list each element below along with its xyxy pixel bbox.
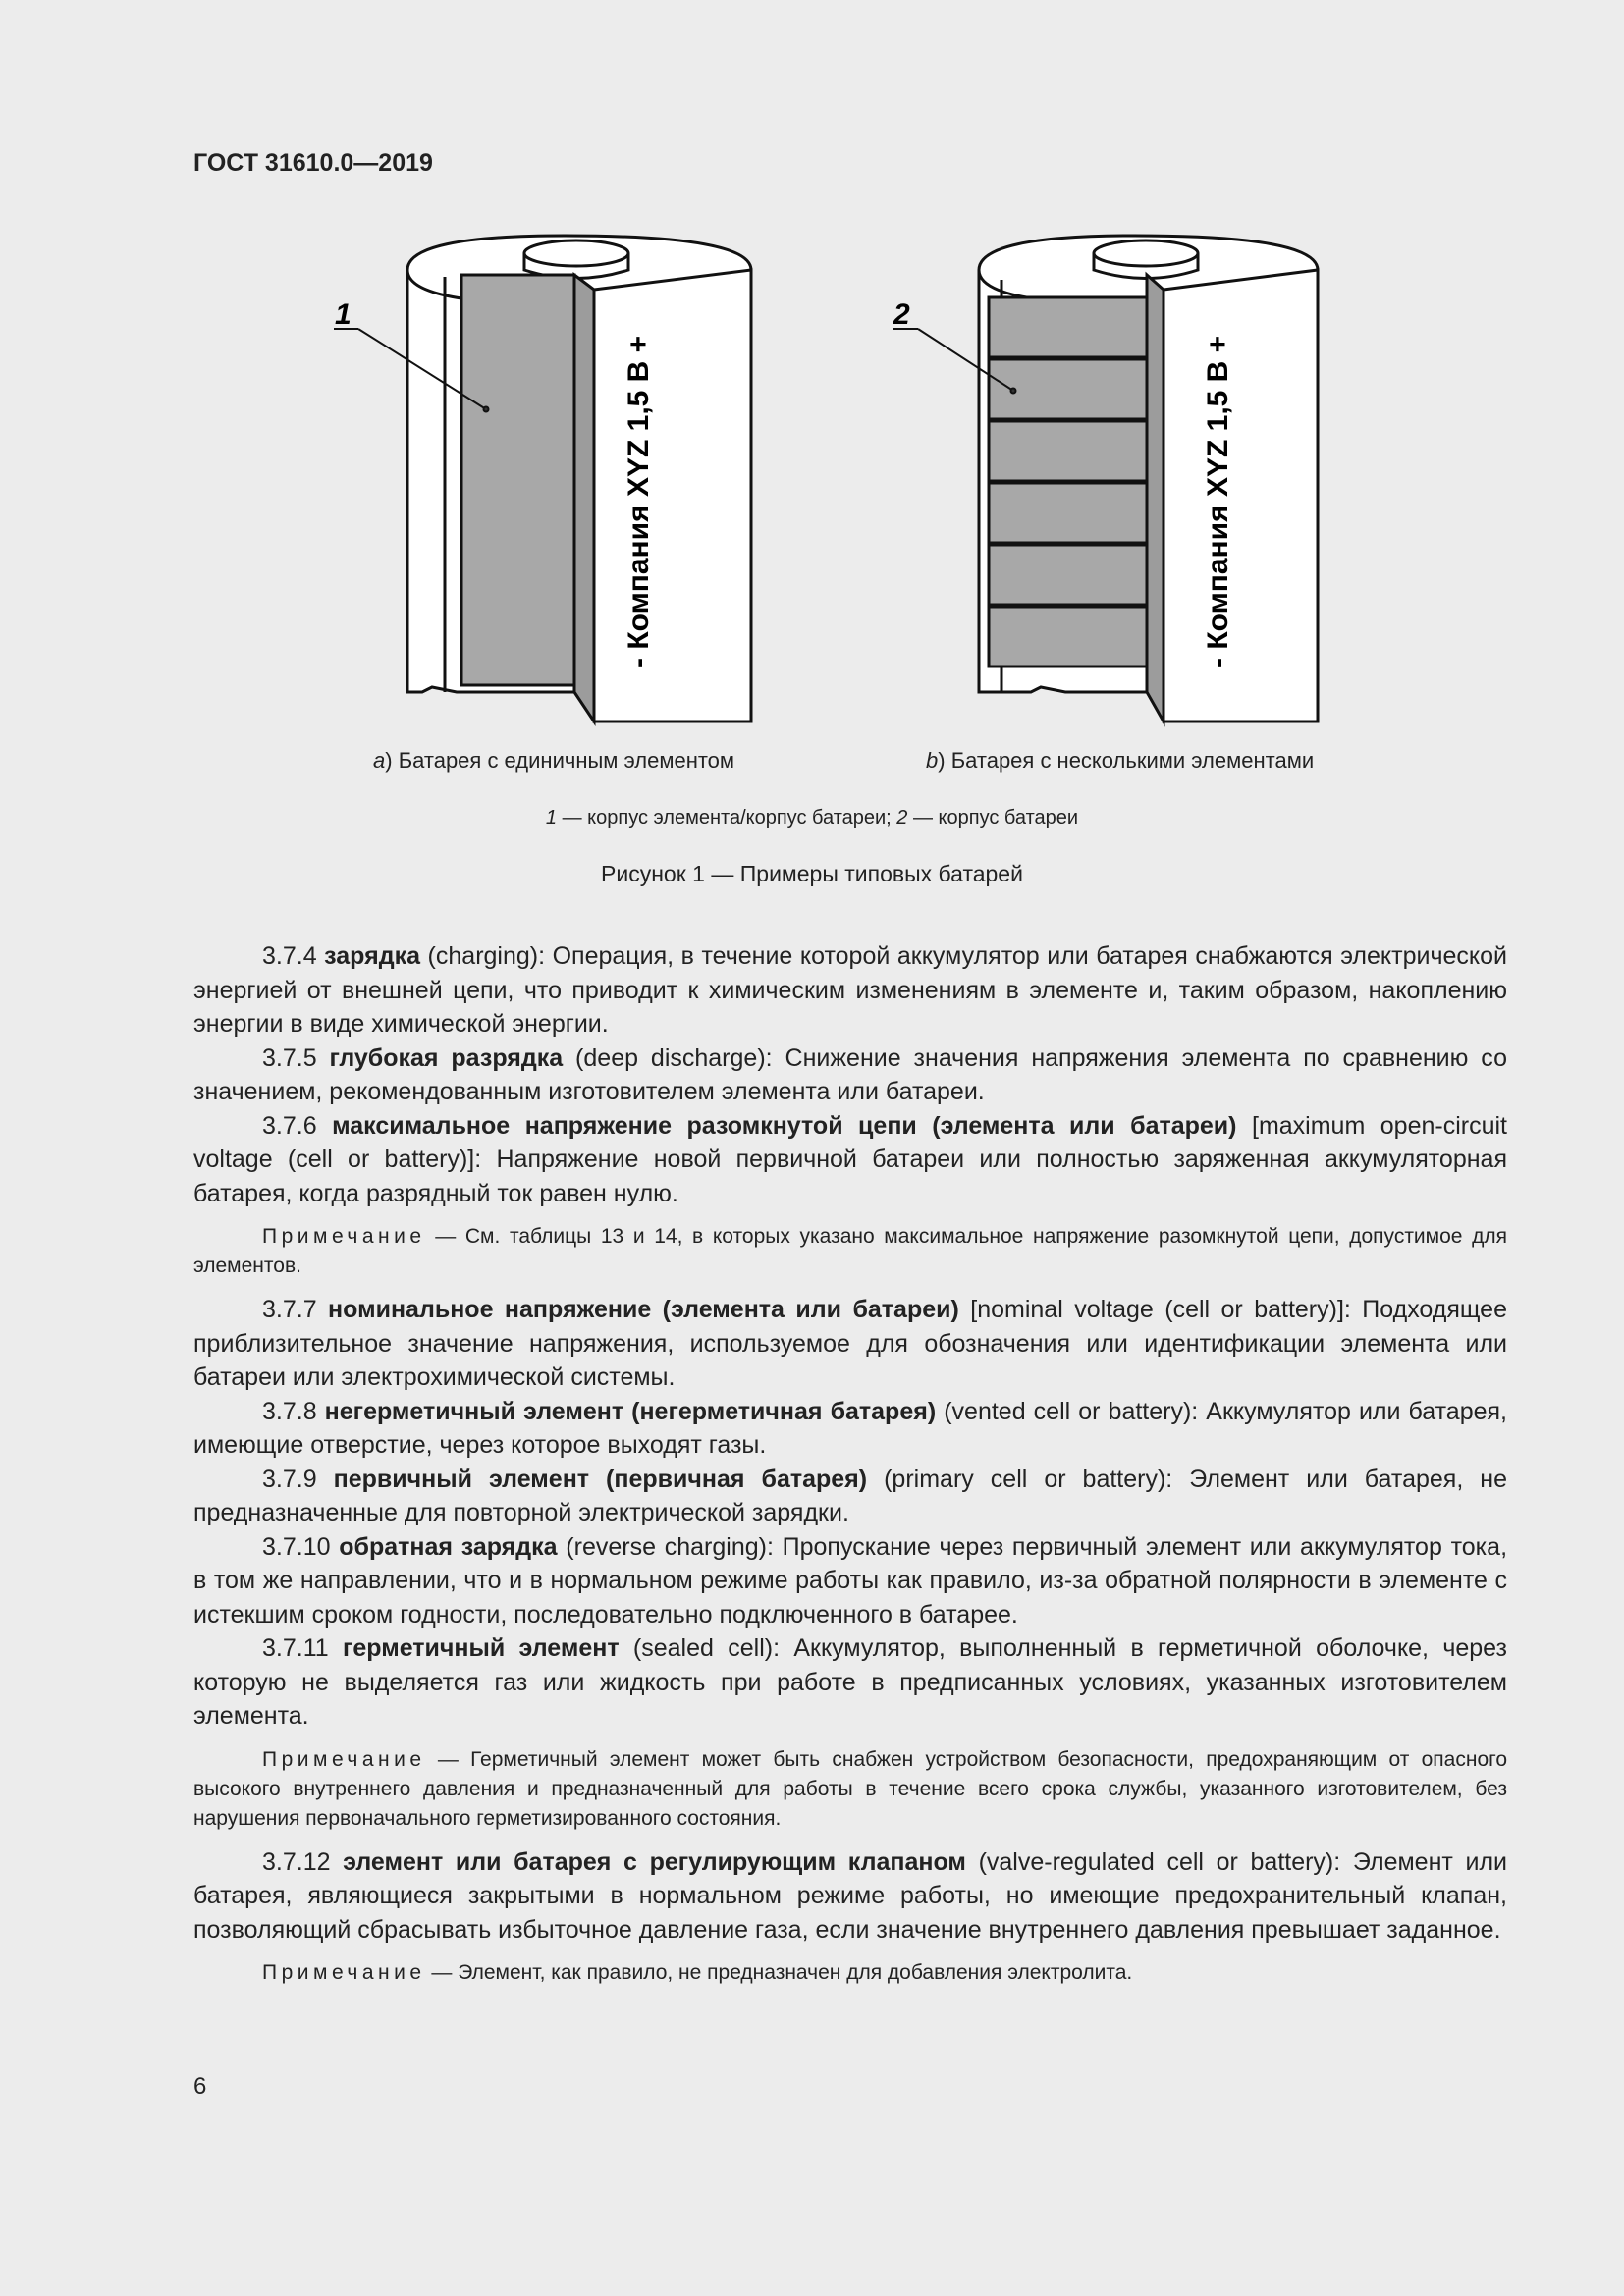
battery-b-marker: 2	[893, 298, 910, 331]
figure-title: Рисунок 1 — Примеры типовых батарей	[601, 861, 1023, 886]
battery-b-cell-1	[989, 297, 1147, 357]
definition-3-7-11: 3.7.11 герметичный элемент (sealed cell): Аккумулятор, выполненный в герметичной оболочке, через которую не выделяется газ или жидкость при работе в предписанных условиях, указанных изготовителем элемента.	[193, 1634, 1507, 1730]
battery-b-cells	[989, 297, 1147, 667]
battery-b-caption: b) Батарея с несколькими элементами	[926, 748, 1315, 773]
definition-3-7-7: 3.7.7 номинальное напряжение (элемента или батареи) [nominal voltage (cell or battery)]: Подходящее приблизительное значение напряжения, используемое для обозначения или идентификации элемента или батареи или электрохимической системы.	[193, 1296, 1507, 1391]
page-number: 6	[193, 2073, 207, 2100]
note-2: Примечание — Герметичный элемент может быть снабжен устройством безопасности, предохраняющим от опасного высокого внутреннего давления и предназначенный для работы в течение всего срока службы, указанного изготовителем, без нарушения первоначального герметизированного состояния.	[193, 1747, 1507, 1830]
definition-3-7-12: 3.7.12 элемент или батарея с регулирующим клапаном (valve-regulated cell or battery): Элемент или батарея, являющиеся закрытыми в нормальном режиме работы, но имеющие предохранительный клапан, позволяющий сбрасывать избыточное давление газа, если значение внутреннего давления превышает заданное.	[193, 1847, 1507, 1944]
figure-legend: 1 — корпус элемента/корпус батареи; 2 — корпус батареи	[545, 807, 1079, 828]
battery-a-marker: 1	[335, 298, 352, 331]
definition-3-7-4: 3.7.4 зарядка (charging): Операция, в течение которой аккумулятор или батарея снабжаются электрической энергией от внешней цепи, что приводит к химическим изменениям в элементе и, таким образом, накоплению энергии в виде химической энергии.	[193, 942, 1507, 1038]
battery-b-cell-6	[989, 607, 1147, 667]
note-3: Примечание — Элемент, как правило, не предназначен для добавления электролита.	[262, 1961, 1133, 1984]
battery-a-label: - Компания XYZ 1,5 В +	[623, 335, 655, 667]
battery-b-label: - Компания XYZ 1,5 В +	[1202, 335, 1234, 667]
definition-3-7-9: 3.7.9 первичный элемент (первичная батарея) (primary cell or battery): Элемент или батарея, не предназначенные для повторной электрической зарядки.	[193, 1465, 1507, 1526]
note-1: Примечание — См. таблицы 13 и 14, в которых указано максимальное напряжение разомкнутой цепи, допустимое для элементов.	[193, 1225, 1507, 1277]
battery-a-illustration	[407, 236, 751, 721]
definition-3-7-6: 3.7.6 максимальное напряжение разомкнутой цепи (элемента или батареи) [maximum open-circuit voltage (cell or battery)]: Напряжение новой первичной батареи или полностью заряженная аккумуляторная батарея, когда разрядный ток равен нулю.	[193, 1111, 1507, 1207]
document-header: ГОСТ 31610.0—2019	[193, 149, 433, 177]
battery-a-caption: a) Батарея с единичным элементом	[373, 748, 735, 773]
definition-3-7-10: 3.7.10 обратная зарядка (reverse charging): Пропускание через первичный элемент или аккумулятор тока, в том же направлении, что и в нормальном режиме работы как правило, из-за обратной полярности в элементе с истекшим сроком годности, последовательно подключенного в батарее.	[193, 1532, 1508, 1629]
definitions-body	[193, 939, 1507, 2000]
battery-b-cell-5	[989, 545, 1147, 605]
battery-figure	[0, 0, 1624, 805]
definition-3-7-8: 3.7.8 негерметичный элемент (негерметичная батарея) (vented cell or battery): Аккумулятор или батарея, имеющие отверстие, через которое выходят газы.	[193, 1397, 1507, 1459]
battery-b-cell-4	[989, 483, 1147, 543]
battery-b-cell-3	[989, 421, 1147, 481]
definition-3-7-5: 3.7.5 глубокая разрядка (deep discharge): Снижение значения напряжения элемента по сравнению со значением, рекомендованным изготовителем элемента или батареи.	[193, 1043, 1507, 1105]
